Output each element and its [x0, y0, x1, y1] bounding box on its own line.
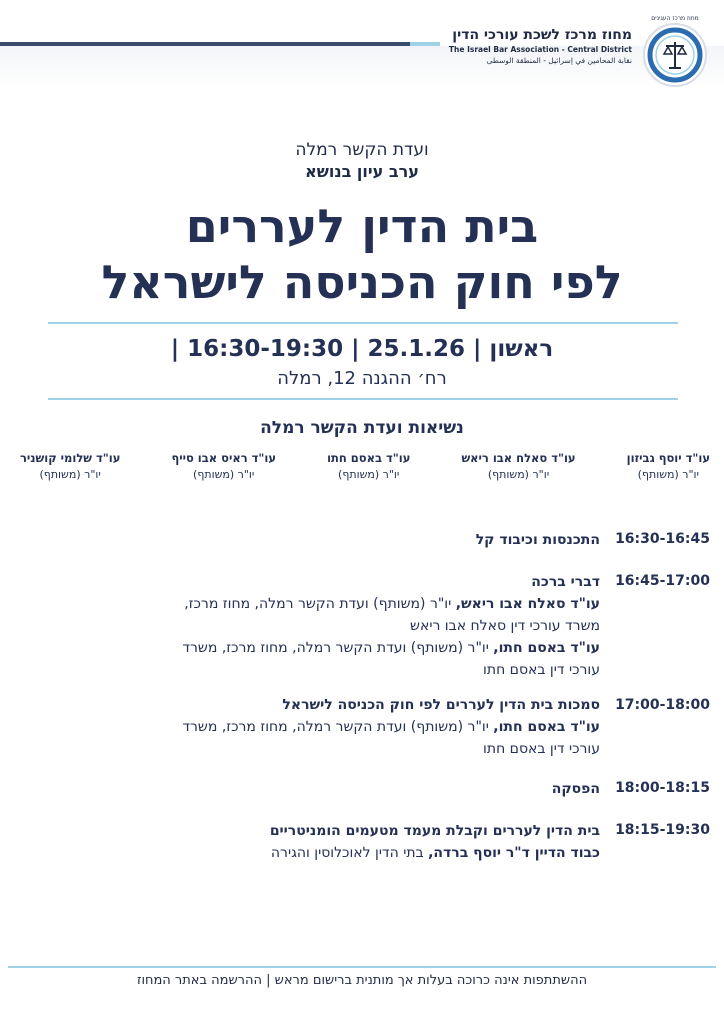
speaker-desc: יו"ר (משותף) ועדת הקשר רמלה, מחוז מרכז, משרד: [182, 719, 494, 735]
speaker-desc: יו"ר (משותף) ועדת הקשר רמלה, מחוז מרכז, משרד: [182, 640, 494, 656]
agenda-time: 16:30-16:45: [615, 531, 710, 547]
chair-role: יו"ר (משותף): [39, 468, 101, 481]
chair-role: יו"ר (משותף): [193, 468, 255, 481]
agenda-item: [0, 529, 600, 551]
event-address: רח׳ ההגנה 12, רמלה: [277, 368, 447, 389]
footer-divider: [8, 966, 716, 968]
agenda-item-title: בית הדין לעררים וקבלת מעמד מטעמים הומניטריים: [269, 823, 600, 839]
committee-name: ועדת הקשר רמלה: [295, 140, 429, 160]
chair-name: עו"ד באסם חתו: [327, 451, 411, 465]
chair-role: יו"ר (משותף): [487, 468, 550, 481]
chair-role: יו"ר (משותף): [637, 468, 699, 481]
agenda-time: 17:00-18:00: [615, 697, 710, 713]
agenda-item-title: התכנסות וכיבוד קל: [475, 532, 600, 548]
bar-association-logo-icon: [640, 18, 710, 88]
speaker-name: עו"ד סאלח אבו ריאש,: [455, 596, 600, 612]
chair-member: [171, 450, 276, 500]
agenda-item-title: דברי ברכה: [531, 574, 600, 590]
org-name-block: [449, 26, 632, 66]
org-name-english: The Israel Bar Association - Central District: [448, 45, 632, 54]
chair-member: [627, 450, 710, 500]
speaker-line: [0, 716, 600, 738]
divider: [48, 322, 678, 324]
logo-caption: מחוז מרכז העגינים: [651, 15, 699, 22]
chair-member: [327, 450, 410, 500]
chairs-list: [20, 450, 710, 500]
speaker-line: [0, 842, 600, 864]
agenda-time: 18:00-18:15: [615, 780, 710, 796]
speaker-line: [0, 593, 600, 615]
event-title-line-1: בית הדין לעררים: [185, 199, 539, 253]
agenda-item: [0, 694, 600, 760]
speaker-line: [0, 637, 600, 659]
agenda-item-title: סמכות בית הדין לעררים לפי חוק הכניסה לישראל: [282, 697, 600, 713]
chair-name: עו"ד ראיס אבו סייף: [171, 451, 276, 465]
org-name-arabic: نقابة المحامين في إسرائيل - المنطقة الوسطى: [486, 56, 632, 65]
speaker-name: עו"ד באסם חתו,: [493, 719, 600, 735]
chair-name: עו"ד יוסף גביזון: [626, 451, 710, 465]
header-rule-accent: [410, 42, 440, 46]
speaker-desc: בתי הדין לאוכלוסין והגירה: [270, 845, 429, 861]
agenda-item-title: הפסקה: [551, 781, 600, 797]
agenda-item: [0, 778, 600, 800]
event-title-line-2: לפי חוק הכניסה לישראל: [101, 255, 623, 309]
event-type: ערב עיון בנושא: [305, 162, 419, 181]
chair-name: עו"ד שלומי קושניר: [20, 451, 121, 465]
event-datetime: | 16:30-19:30 | ראשון | 25.1.26: [170, 336, 554, 362]
agenda-item: [0, 820, 600, 864]
agenda-item: [0, 571, 600, 681]
speaker-name: עו"ד באסם חתו,: [493, 640, 600, 656]
chair-name: עו"ד סאלח אבו ריאש: [461, 451, 576, 465]
speaker-desc-cont: עורכי דין באסם חתו: [483, 662, 600, 678]
chair-member: [461, 450, 575, 500]
chair-member: [20, 450, 120, 500]
agenda-time: 16:45-17:00: [615, 573, 710, 589]
agenda-time: 18:15-19:30: [615, 822, 710, 838]
chair-role: יו"ר (משותף): [338, 468, 400, 481]
speaker-name: כבוד הדיין ד"ר יוסף ברדה,: [428, 845, 600, 861]
footer-note: ההשתתפות אינה כרוכה בעלות אך מותנית ברישום מראש | ההרשמה באתר המחוז: [136, 973, 588, 988]
org-name-hebrew: מחוז מרכז לשכת עורכי הדין: [452, 27, 632, 43]
chairs-heading: נשיאות ועדת הקשר רמלה: [260, 418, 464, 438]
header-rule: [0, 42, 410, 46]
divider: [48, 398, 678, 400]
speaker-desc: יו"ר (משותף) ועדת הקשר רמלה, מחוז מרכז,: [184, 596, 456, 612]
speaker-desc-cont: עורכי דין באסם חתו: [483, 741, 600, 757]
speaker-desc-cont: משרד עורכי דין סאלח אבו ריאש: [410, 618, 600, 634]
